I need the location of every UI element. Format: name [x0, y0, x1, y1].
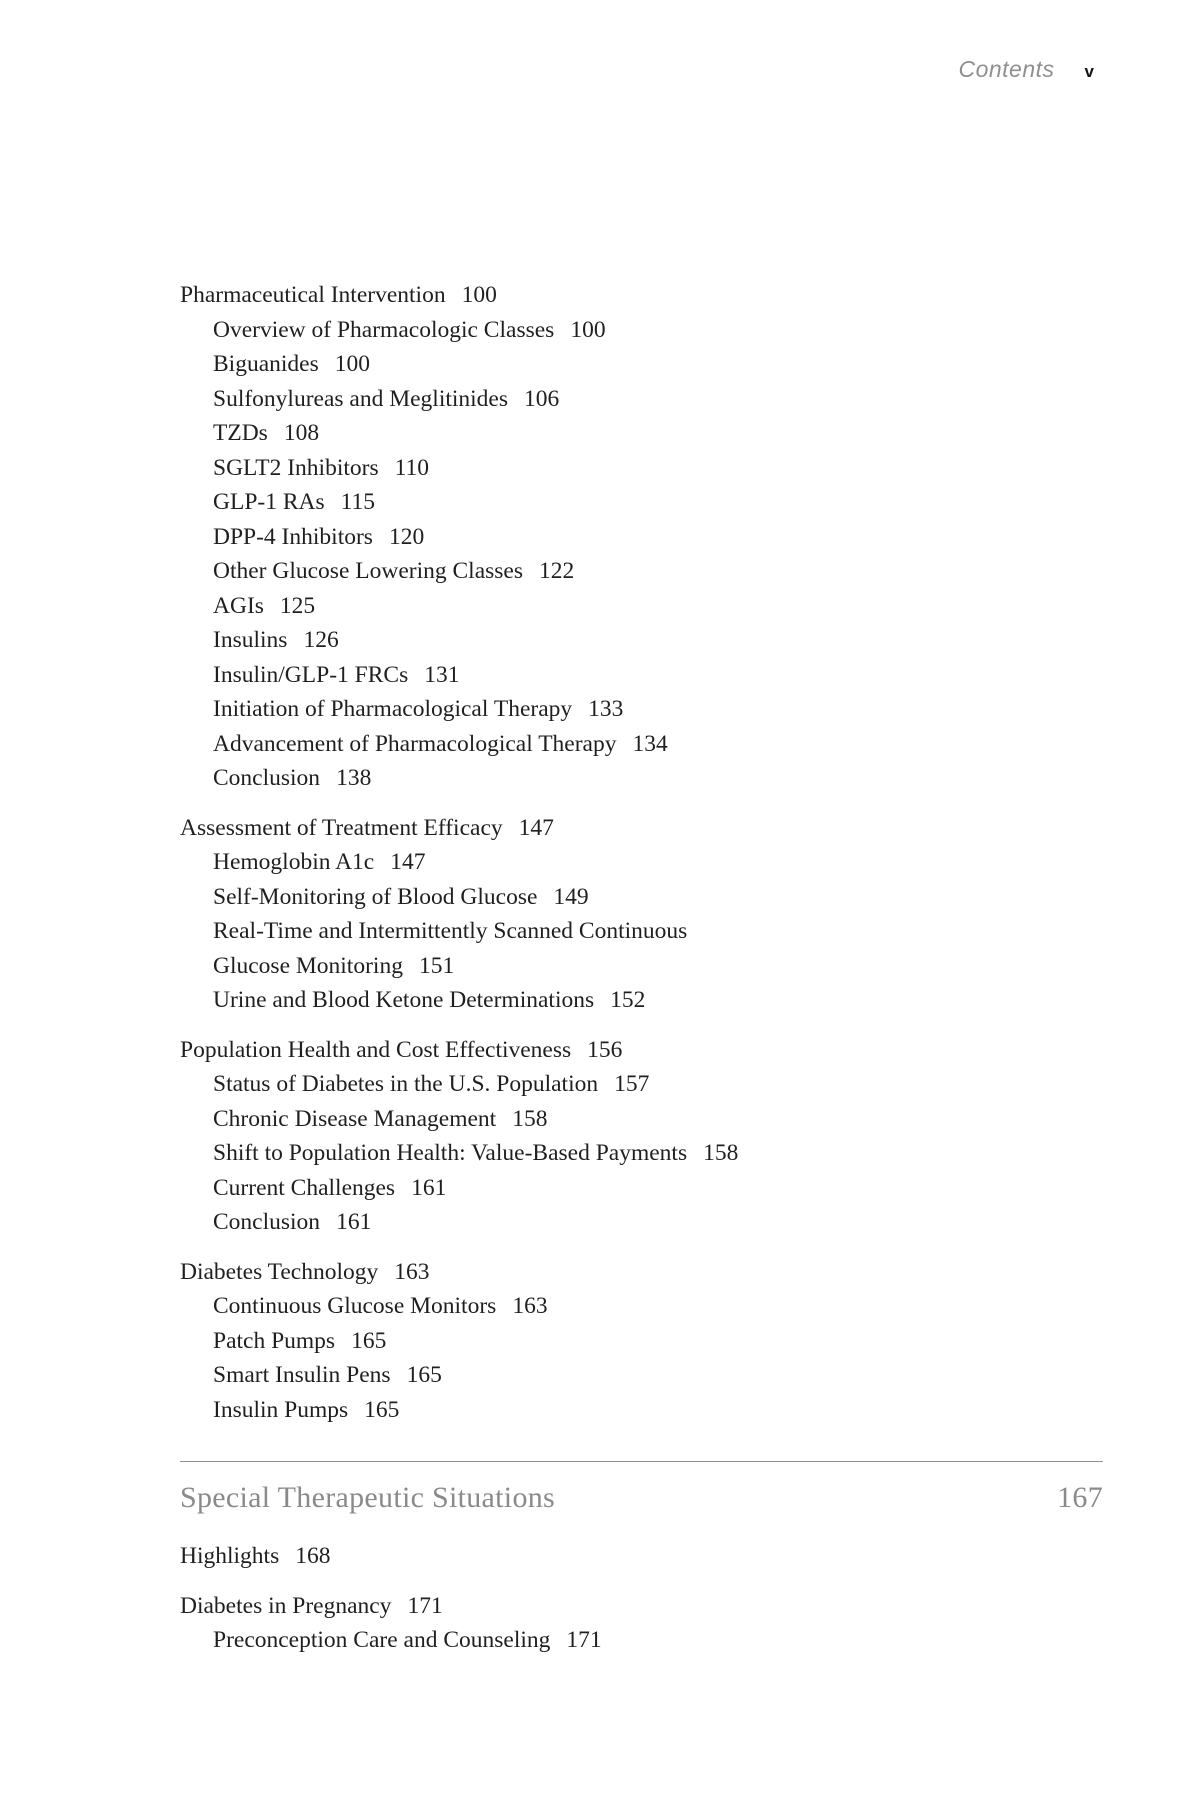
- toc-entry: [180, 1102, 1103, 1137]
- toc-entry: [180, 1171, 1103, 1206]
- toc-entry-label: Continuous Glucose Monitors: [213, 1293, 497, 1319]
- toc-entry: [180, 811, 1103, 846]
- toc-entry-page: 122: [539, 558, 575, 584]
- toc-entry-label: Diabetes Technology: [180, 1258, 379, 1285]
- toc-entry-label: Highlights: [180, 1543, 280, 1569]
- toc-entry-page: 138: [336, 765, 372, 791]
- toc-entry-page: 156: [587, 1036, 623, 1063]
- toc-entry-page: 120: [388, 523, 425, 550]
- toc-group: [180, 1033, 1103, 1240]
- toc-entry-page: 161: [336, 1209, 372, 1235]
- toc-entry-page: 100: [570, 316, 606, 343]
- toc-entry: [180, 1358, 1103, 1393]
- toc-entry-page: 126: [303, 627, 339, 653]
- toc-entry-page: 149: [553, 883, 589, 910]
- toc-entry-label: Real-Time and Intermittently Scanned Continuous: [213, 918, 688, 944]
- toc-group: [180, 278, 1103, 796]
- toc-entry: [180, 1393, 1103, 1428]
- toc-entry-page: 158: [512, 1105, 548, 1132]
- toc-entry: [180, 880, 1103, 915]
- toc-entry-label: Glucose Monitoring: [213, 952, 403, 979]
- toc-entry-label: Current Challenges: [213, 1174, 396, 1201]
- toc-entry-label: GLP-1 RAs: [213, 489, 325, 515]
- toc-entry: [180, 727, 1103, 762]
- toc-entry-label: Preconception Care and Counseling: [213, 1627, 551, 1653]
- toc-entry-page: 134: [632, 730, 668, 757]
- section-heading-row: [180, 1478, 1103, 1518]
- toc-entry: [180, 692, 1103, 727]
- toc-entry-label: Overview of Pharmacologic Classes: [213, 316, 555, 343]
- toc-entry: [180, 623, 1103, 658]
- toc-entry-page: 100: [334, 351, 370, 377]
- toc-entry: [180, 554, 1103, 589]
- toc-entry-page: 165: [406, 1362, 442, 1388]
- toc-entry-label: Smart Insulin Pens: [213, 1362, 391, 1388]
- toc-entry-label: Biguanides: [213, 351, 319, 377]
- toc-entry-label: SGLT2 Inhibitors: [213, 454, 379, 481]
- toc-group: [180, 1539, 1103, 1574]
- toc-group: [180, 1255, 1103, 1428]
- toc-entry: [180, 761, 1103, 796]
- toc-groups-after: [180, 1539, 1103, 1658]
- toc-entry-label: Initiation of Pharmacological Therapy: [213, 696, 573, 722]
- toc-entry-label: Insulin/GLP-1 FRCs: [213, 661, 409, 688]
- toc-entry: [180, 1539, 1103, 1574]
- toc-entry-label: Conclusion: [213, 1209, 321, 1235]
- toc-entry-label: Diabetes in Pregnancy: [180, 1592, 392, 1619]
- toc-group: [180, 1589, 1103, 1658]
- toc-entry-label: Status of Diabetes in the U.S. Population: [213, 1071, 599, 1097]
- toc-entry-page: 100: [461, 282, 497, 308]
- table-of-contents: [180, 278, 1103, 1658]
- toc-entry: [180, 1136, 1103, 1171]
- toc-entry-label: Shift to Population Health: Value-Based Payments: [213, 1140, 688, 1166]
- toc-entry-label: Conclusion: [213, 765, 321, 791]
- toc-entry-page: 163: [394, 1258, 430, 1285]
- toc-entry-page: 108: [283, 420, 320, 446]
- toc-entry: [180, 949, 1103, 984]
- toc-entry: [180, 589, 1103, 624]
- section-divider-rule: [180, 1461, 1103, 1462]
- toc-entry-page: 106: [524, 385, 560, 412]
- toc-entry-label: Pharmaceutical Intervention: [180, 282, 446, 308]
- toc-entry-label: Chronic Disease Management: [213, 1105, 497, 1132]
- toc-entry-page: 125: [279, 592, 316, 619]
- toc-entry-label: Insulins: [213, 627, 288, 653]
- toc-entry-label: Other Glucose Lowering Classes: [213, 558, 523, 584]
- toc-entry: [180, 914, 1103, 949]
- running-header: [958, 56, 1094, 83]
- toc-entry: [180, 1589, 1103, 1624]
- toc-entry-label: Self-Monitoring of Blood Glucose: [213, 883, 538, 910]
- toc-entry-page: 110: [394, 454, 429, 481]
- toc-entry: [180, 1324, 1103, 1359]
- toc-entry: [180, 416, 1103, 451]
- toc-entry-page: 131: [424, 661, 460, 688]
- toc-entry: [180, 845, 1103, 880]
- section-heading-page: 167: [1057, 1481, 1103, 1514]
- toc-entry: [180, 313, 1103, 348]
- toc-entry-label: DPP-4 Inhibitors: [213, 523, 373, 550]
- toc-entry-page: 171: [566, 1627, 602, 1653]
- toc-entry-page: 157: [614, 1071, 650, 1097]
- toc-entry: [180, 983, 1103, 1018]
- page-folio: v: [1084, 62, 1094, 81]
- toc-entry-label: Insulin Pumps: [213, 1396, 349, 1423]
- toc-entry-page: 133: [588, 696, 624, 722]
- toc-entry-page: 171: [407, 1592, 443, 1619]
- toc-entry-label: Population Health and Cost Effectiveness: [180, 1036, 572, 1063]
- toc-entry-page: 147: [518, 814, 554, 841]
- toc-entry: [180, 382, 1103, 417]
- toc-entry: [180, 1623, 1103, 1658]
- toc-entry: [180, 347, 1103, 382]
- toc-entry: [180, 1255, 1103, 1290]
- toc-entry: [180, 1067, 1103, 1102]
- toc-entry-page: 165: [364, 1396, 400, 1423]
- toc-entry-page: 161: [411, 1174, 447, 1201]
- toc-entry-page: 158: [703, 1140, 739, 1166]
- toc-entry-page: 152: [610, 987, 646, 1013]
- toc-entry-page: 163: [512, 1293, 548, 1319]
- toc-entry-page: 168: [295, 1543, 331, 1569]
- toc-entry: [180, 1033, 1103, 1068]
- toc-entry-page: 165: [351, 1327, 387, 1354]
- toc-groups-before: [180, 278, 1103, 1427]
- toc-entry-label: Sulfonylureas and Meglitinides: [213, 385, 509, 412]
- toc-group: [180, 811, 1103, 1018]
- toc-entry: [180, 278, 1103, 313]
- toc-entry: [180, 520, 1103, 555]
- toc-entry: [180, 485, 1103, 520]
- toc-entry-label: Hemoglobin A1c: [213, 849, 375, 875]
- toc-entry: [180, 1289, 1103, 1324]
- toc-entry-label: Assessment of Treatment Efficacy: [180, 814, 503, 841]
- toc-entry: [180, 658, 1103, 693]
- toc-entry-label: Advancement of Pharmacological Therapy: [213, 730, 617, 757]
- toc-entry-page: 151: [418, 952, 455, 979]
- toc-entry-label: AGIs: [213, 592, 264, 619]
- toc-entry-label: Patch Pumps: [213, 1327, 336, 1354]
- toc-entry-label: TZDs: [213, 420, 268, 446]
- toc-entry-page: 115: [340, 489, 376, 515]
- section-heading-title: Special Therapeutic Situations: [180, 1481, 556, 1514]
- running-header-title: Contents: [958, 56, 1055, 82]
- toc-entry: [180, 1205, 1103, 1240]
- toc-entry: [180, 451, 1103, 486]
- toc-entry-label: Urine and Blood Ketone Determinations: [213, 987, 595, 1013]
- toc-entry-page: 147: [390, 849, 426, 875]
